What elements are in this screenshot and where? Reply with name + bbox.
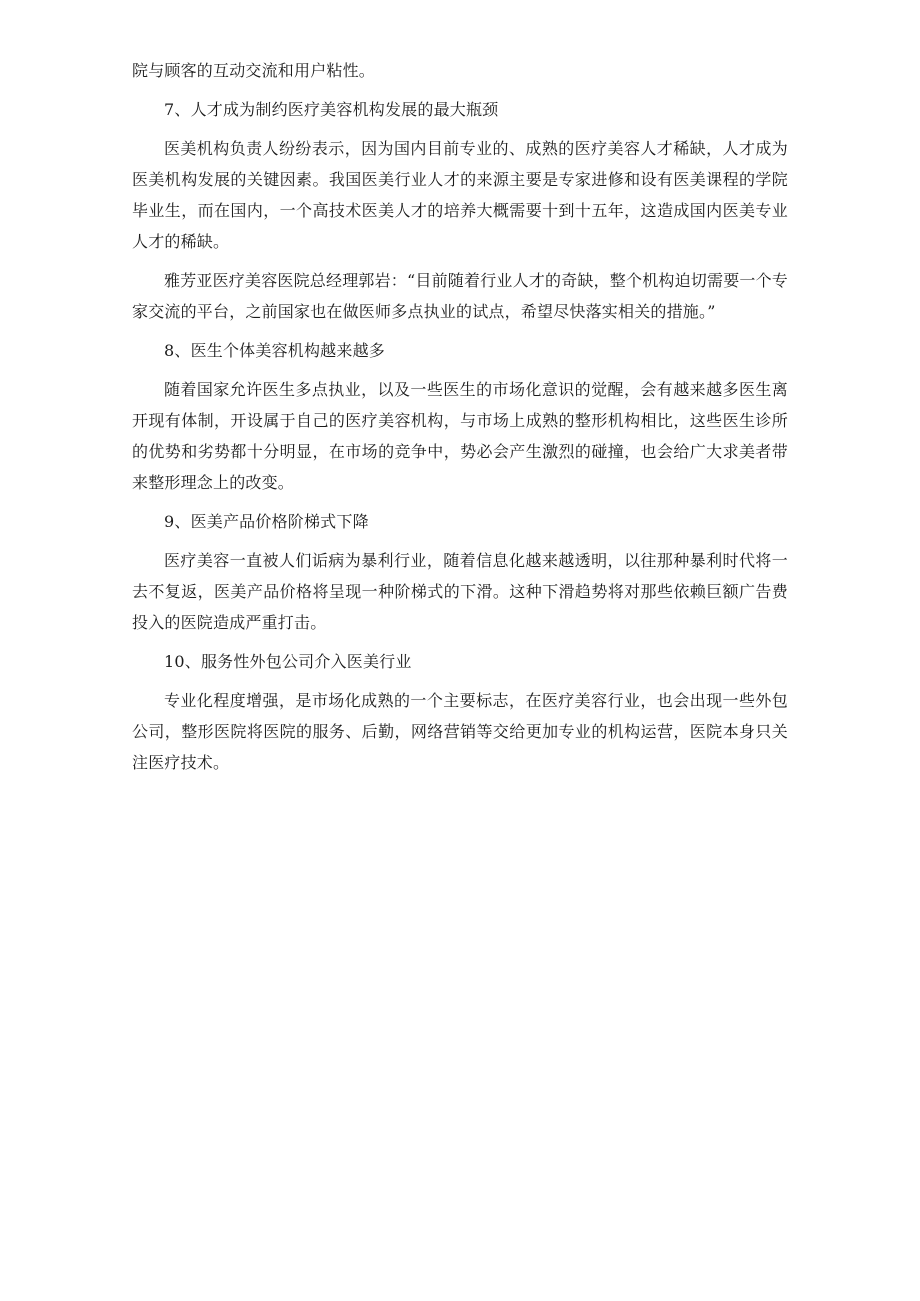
document-body: [132, 55, 788, 786]
section-heading-7: 7、人才成为制约医疗美容机构发展的最大瓶颈: [164, 100, 499, 119]
paragraph-quote-guo-yan: 雅芳亚医疗美容医院总经理郭岩：“目前随着行业人才的奇缺，整个机构迫切需要一个专家交流的平台，之前国家也在做医师多点执业的试点，希望尽快落实相关的措施。”: [132, 271, 788, 321]
section-heading-8: 8、医生个体美容机构越来越多: [164, 341, 385, 360]
section-heading-9: 9、医美产品价格阶梯式下降: [164, 512, 369, 531]
paragraph-outsourcing: 专业化程度增强，是市场化成熟的一个主要标志，在医疗美容行业，也会出现一些外包公司，整形医院将医院的服务、后勤，网络营销等交给更加专业的机构运营，医院本身只关注医疗技术。: [132, 691, 788, 772]
paragraph-price-decline: 医疗美容一直被人们诟病为暴利行业，随着信息化越来越透明，以往那种暴利时代将一去不复返，医美产品价格将呈现一种阶梯式的下滑。这种下滑趋势将对那些依赖巨额广告费投入的医院造成严重打击。: [132, 551, 788, 632]
section-heading-10: 10、服务性外包公司介入医美行业: [164, 652, 412, 671]
paragraph-talent-shortage: 医美机构负责人纷纷表示，因为国内目前专业的、成熟的医疗美容人才稀缺，人才成为医美机构发展的关键因素。我国医美行业人才的来源主要是专家进修和设有医美课程的学院毕业生，而在国内，一个高技术医美人才的培养大概需要十到十五年，这造成国内医美专业人才的稀缺。: [132, 139, 788, 251]
paragraph-individual-clinics: 随着国家允许医生多点执业，以及一些医生的市场化意识的觉醒，会有越来越多医生离开现有体制，开设属于自己的医疗美容机构，与市场上成熟的整形机构相比，这些医生诊所的优势和劣势都十分明显，在市场的竞争中，势必会产生激烈的碰撞，也会给广大求美者带来整形理念上的改变。: [132, 380, 788, 492]
paragraph-continuation: 院与顾客的互动交流和用户粘性。: [132, 61, 376, 80]
